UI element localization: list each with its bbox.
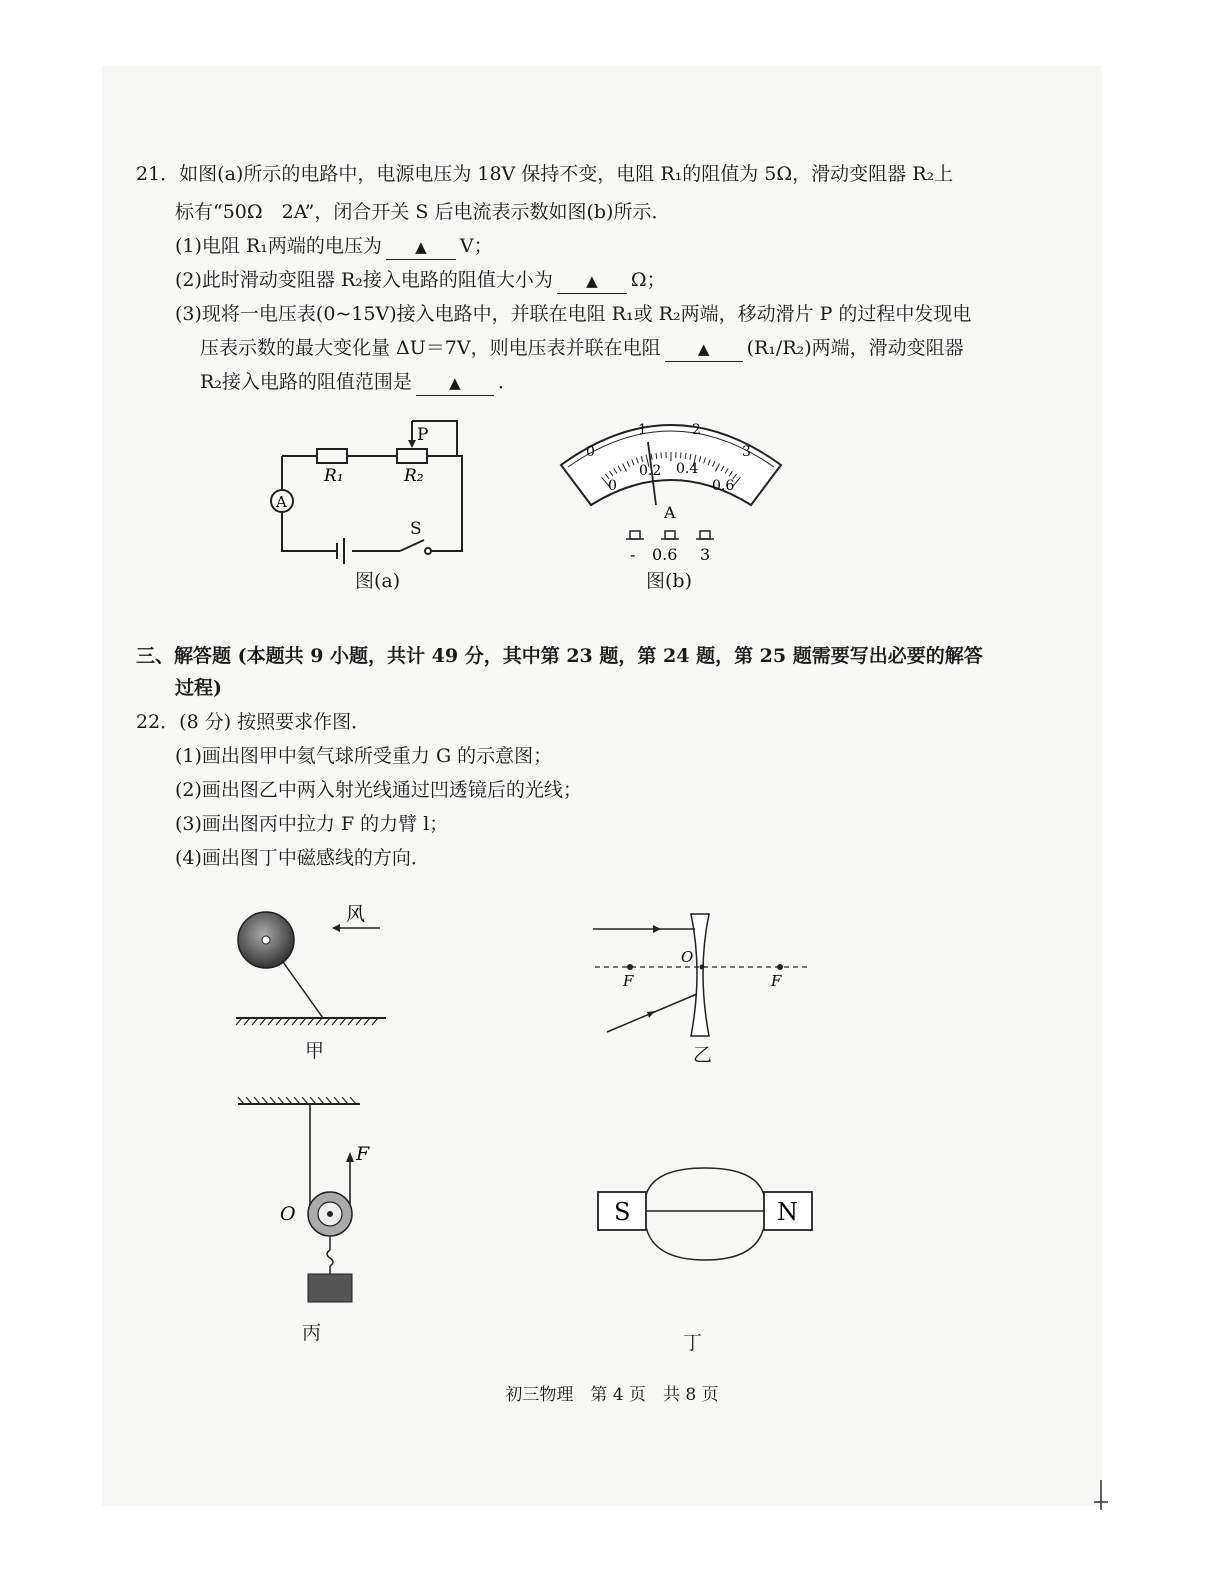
- q21-part3-line2: 压表示数的最大变化量 ΔU＝7V，则电压表并联在电阻 ▲ (R₁/R₂)两端，滑动变阻器: [200, 336, 964, 362]
- label-ammeter: A: [276, 493, 287, 511]
- answer-blank-4[interactable]: ▲: [416, 370, 494, 396]
- focal-right: F: [771, 972, 782, 990]
- dial-unit: A: [664, 503, 676, 522]
- caption-yi: 乙: [693, 1044, 713, 1066]
- page-footer: 初三物理 第 4 页 共 8 页: [505, 1385, 719, 1405]
- hatch-mark: [238, 1097, 244, 1104]
- ammeter-dial-b: [556, 410, 786, 590]
- q22-title: 22．(8 分) 按照要求作图．: [136, 711, 371, 733]
- hatch-mark: [300, 1018, 306, 1025]
- hatch-mark: [318, 1097, 324, 1104]
- force-label: F: [356, 1143, 370, 1165]
- q22-item-2: (2)画出图乙中两入射光线通过凹透镜后的光线；: [175, 779, 582, 801]
- hatch-mark: [364, 1018, 370, 1025]
- hatch-mark: [276, 1018, 282, 1025]
- upper-scale-2: 2: [692, 422, 701, 438]
- hatch-mark: [326, 1097, 332, 1104]
- section3-heading: 三、解答题 (本题共 9 小题，共计 49 分，其中第 23 题，第 24 题，第 25 题需要写出必要的解答: [136, 645, 983, 667]
- answer-blank-3[interactable]: ▲: [665, 336, 743, 362]
- upper-scale-3: 3: [742, 444, 751, 460]
- hatch-mark: [340, 1018, 346, 1025]
- fig-ding-magnets: [594, 1160, 816, 1270]
- hatch-mark: [244, 1018, 250, 1025]
- hatch-mark: [236, 1018, 242, 1025]
- focal-left: F: [623, 972, 634, 990]
- terminal-0-6: 0.6: [652, 545, 678, 564]
- field-line-bottom: [646, 1227, 764, 1260]
- q21-part2: [175, 268, 666, 294]
- hatch-mark: [268, 1018, 274, 1025]
- lower-scale-1: 0.2: [639, 463, 662, 479]
- answer-blank-2[interactable]: ▲: [557, 268, 627, 294]
- hatch-mark: [270, 1097, 276, 1104]
- q21-part1-unit: V；: [459, 235, 493, 257]
- q21-part1: [175, 234, 493, 260]
- hatch-mark: [342, 1097, 348, 1104]
- dial-tick: [661, 452, 662, 458]
- hatch-mark: [356, 1018, 362, 1025]
- hatch-mark: [316, 1018, 322, 1025]
- q22-item-1: (1)画出图甲中氦气球所受重力 G 的示意图；: [175, 745, 553, 767]
- q21-part2-text: (2)此时滑动变阻器 R₂接入电路的阻值大小为: [175, 269, 553, 291]
- hatch-mark: [284, 1018, 290, 1025]
- hatch-mark: [278, 1097, 284, 1104]
- resistor-r2: [397, 449, 427, 463]
- hatch-mark: [254, 1097, 260, 1104]
- pole-s: S: [614, 1198, 631, 1226]
- caption-ding: 丁: [683, 1332, 703, 1354]
- q21-stem-line1: 21．如图(a)所示的电路中，电源电压为 18V 保持不变，电阻 R₁的阻值为 5Ω，滑动变阻器 R₂上: [136, 163, 954, 185]
- terminal-negative: -: [630, 545, 636, 564]
- q21-part3-line3: R₂接入电路的阻值范围是 ▲ ．: [200, 370, 517, 396]
- pole-n: N: [777, 1198, 798, 1226]
- hatch-mark: [372, 1018, 378, 1025]
- caption-fig-a: 图(a): [355, 570, 401, 592]
- hatch-mark: [350, 1097, 356, 1104]
- lower-scale-0: 0: [608, 478, 617, 494]
- hatch-mark: [310, 1097, 316, 1104]
- caption-bing: 丙: [302, 1322, 322, 1344]
- hatch-mark: [348, 1018, 354, 1025]
- q21-part1-text: (1)电阻 R₁两端的电压为: [175, 235, 382, 257]
- crop-mark: [1094, 1480, 1108, 1510]
- field-line-top: [646, 1168, 764, 1195]
- pivot-label: O: [280, 1203, 296, 1225]
- label-r1: R₁: [324, 466, 344, 486]
- hatch-mark: [302, 1097, 308, 1104]
- fig-bing-pulley: [232, 1090, 372, 1310]
- balloon-string: [283, 962, 323, 1018]
- section3-heading-cont: 过程): [175, 677, 222, 699]
- hatch-mark: [324, 1018, 330, 1025]
- weight-block: [308, 1274, 352, 1302]
- label-p: P: [417, 425, 429, 445]
- lower-scale-3: 0.6: [712, 478, 735, 494]
- hatch-mark: [294, 1097, 300, 1104]
- hatch-mark: [252, 1018, 258, 1025]
- hatch-mark: [292, 1018, 298, 1025]
- hatch-mark: [334, 1097, 340, 1104]
- hatch-mark: [262, 1097, 268, 1104]
- q21-part2-unit: Ω；: [630, 269, 666, 291]
- hatch-mark: [308, 1018, 314, 1025]
- label-switch: S: [410, 519, 422, 539]
- terminal-3: 3: [700, 545, 711, 564]
- q21-stem-line2: 标有“50Ω 2A”，闭合开关 S 后电流表示数如图(b)所示．: [175, 201, 671, 223]
- upper-scale-1: 1: [638, 422, 647, 438]
- q21-part3-line1: (3)现将一电压表(0~15V)接入电路中，并联在电阻 R₁或 R₂两端，移动滑片 P 的过程中发现电: [175, 303, 972, 325]
- hatch-mark: [332, 1018, 338, 1025]
- label-r2: R₂: [404, 466, 424, 486]
- hatch-mark: [286, 1097, 292, 1104]
- wind-label: 风: [346, 903, 366, 925]
- caption-jia: 甲: [305, 1040, 325, 1062]
- fig-yi-concave-lens: [585, 912, 815, 1042]
- q22-item-3: (3)画出图丙中拉力 F 的力臂 l；: [175, 813, 449, 835]
- hatch-mark: [246, 1097, 252, 1104]
- lower-scale-2: 0.4: [676, 461, 699, 477]
- optical-center: O: [681, 948, 694, 966]
- resistor-r1: [317, 449, 347, 463]
- upper-scale-0: 0: [586, 444, 595, 460]
- concave-lens: [691, 914, 709, 1036]
- answer-blank-1[interactable]: ▲: [386, 234, 456, 260]
- q22-item-4: (4)画出图丁中磁感线的方向．: [175, 847, 430, 869]
- fig-jia-balloon: [228, 900, 398, 1040]
- caption-fig-b: 图(b): [646, 570, 692, 592]
- dial-tick: [680, 452, 681, 458]
- hatch-mark: [260, 1018, 266, 1025]
